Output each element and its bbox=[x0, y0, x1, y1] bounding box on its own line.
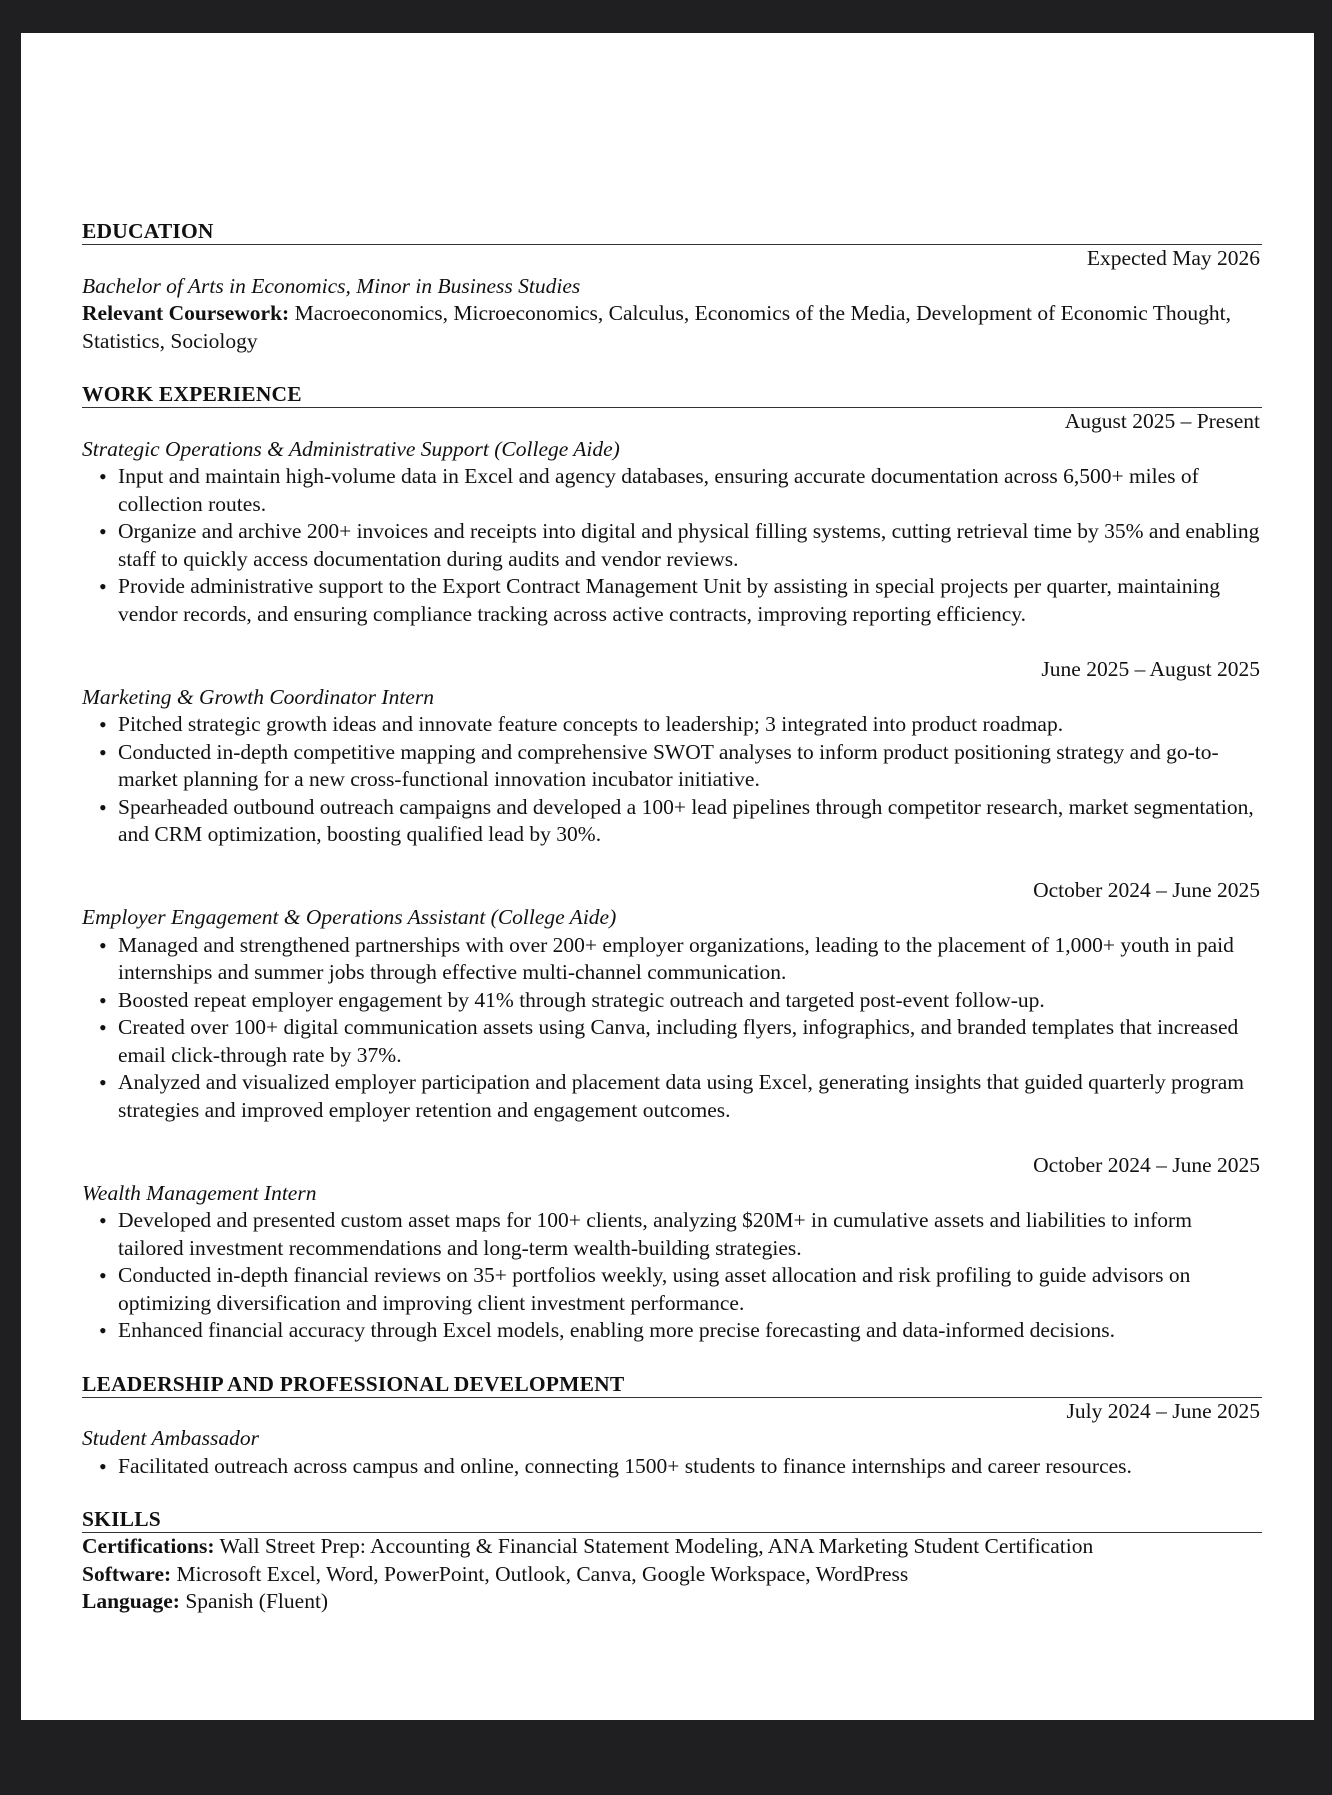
leadership-role: Student Ambassador bbox=[82, 1426, 259, 1450]
job-date: October 2024 – June 2025 bbox=[1033, 877, 1260, 902]
job-entry bbox=[82, 1152, 1262, 1345]
job-entry bbox=[82, 656, 1262, 849]
education-date: Expected May 2026 bbox=[1086, 246, 1260, 270]
job-role: Employer Engagement & Operations Assistant (College Aide) bbox=[82, 905, 617, 929]
bullet-item: • Input and maintain high-volume data in Excel and agency databases, ensuring accurate documentation across 6,500+ miles of collection routes. bbox=[82, 463, 1262, 518]
job-bullets bbox=[82, 1207, 1262, 1345]
software-line bbox=[82, 1561, 1262, 1589]
resume-page bbox=[21, 33, 1314, 1720]
job-date: August 2025 – Present bbox=[1064, 409, 1260, 433]
job-bullets bbox=[82, 711, 1262, 849]
language-label: Language: bbox=[82, 1589, 180, 1613]
bullet-item: • Provide administrative support to the Export Contract Management Unit by assisting in special projects per quarter, maintaining vendor records, and ensuring compliance tracking across active contracts, improving reporting efficiency. bbox=[82, 573, 1262, 628]
certifications-line bbox=[82, 1533, 1262, 1561]
certifications-label: Certifications: bbox=[82, 1534, 215, 1558]
resume-content bbox=[82, 218, 1262, 1616]
bullet-item: • Conducted in-depth competitive mapping and comprehensive SWOT analyses to inform product positioning strategy and go-to-market planning for a new cross-functional innovation incubator initiative. bbox=[82, 739, 1262, 794]
job-entry bbox=[82, 408, 1262, 628]
degree: Bachelor of Arts in Economics, Minor in Business Studies bbox=[82, 273, 581, 298]
bullet-item: • Created over 100+ digital communication assets using Canva, including flyers, infographics, and branded templates that increased email click-through rate by 37%. bbox=[82, 1014, 1262, 1069]
bullet-item: • Managed and strengthened partnerships with over 200+ employer organizations, leading to the placement of 1,000+ youth in paid internships and summer jobs through effective multi-channel communication. bbox=[82, 932, 1262, 987]
job-role: Strategic Operations & Administrative Support (College Aide) bbox=[82, 436, 620, 461]
job-role: Marketing & Growth Coordinator Intern bbox=[82, 684, 434, 709]
bullet-item: • Enhanced financial accuracy through Excel models, enabling more precise forecasting and data-informed decisions. bbox=[82, 1317, 1262, 1345]
job-bullets bbox=[82, 932, 1262, 1125]
bullet-item: • Analyzed and visualized employer participation and placement data using Excel, generating insights that guided quarterly program strategies and improved employer retention and engagement outcomes. bbox=[82, 1069, 1262, 1124]
leadership-date: July 2024 – June 2025 bbox=[1066, 1398, 1260, 1423]
job-role: Wealth Management Intern bbox=[82, 1180, 317, 1205]
bullet-item: • Spearheaded outbound outreach campaigns and developed a 100+ lead pipelines through competitor research, market segmentation, and CRM optimization, boosting qualified lead by 30%. bbox=[82, 794, 1262, 849]
coursework-text: Macroeconomics, Microeconomics, Calculus, Economics of the Media, Development of Economic Thought, Statistics, Sociology bbox=[82, 301, 1231, 353]
education-heading: EDUCATION bbox=[82, 218, 1262, 245]
language-text: Spanish (Fluent) bbox=[185, 1589, 329, 1613]
language-line bbox=[82, 1588, 1262, 1616]
bullet-item: • Facilitated outreach across campus and online, connecting 1500+ students to finance internships and career resources. bbox=[82, 1453, 1262, 1481]
skills-heading: SKILLS bbox=[82, 1506, 1262, 1533]
bullet-item: • Boosted repeat employer engagement by 41% through strategic outreach and targeted post-event follow-up. bbox=[82, 987, 1262, 1015]
job-bullets bbox=[82, 463, 1262, 628]
leadership-heading: LEADERSHIP AND PROFESSIONAL DEVELOPMENT bbox=[82, 1371, 1262, 1398]
leadership-bullets bbox=[82, 1453, 1262, 1481]
bullet-item: • Developed and presented custom asset maps for 100+ clients, analyzing $20M+ in cumulative assets and liabilities to inform tailored investment recommendations and long-term wealth-building strategies. bbox=[82, 1207, 1262, 1262]
bullet-item: • Pitched strategic growth ideas and innovate feature concepts to leadership; 3 integrated into product roadmap. bbox=[82, 711, 1262, 739]
coursework-label: Relevant Coursework: bbox=[82, 301, 290, 325]
job-date: October 2024 – June 2025 bbox=[1033, 1153, 1260, 1177]
certifications-text: Wall Street Prep: Accounting & Financial Statement Modeling, ANA Marketing Student Certification bbox=[219, 1534, 1094, 1558]
bullet-item: • Conducted in-depth financial reviews on 35+ portfolios weekly, using asset allocation and risk profiling to guide advisors on optimizing diversification and improving client investment performance. bbox=[82, 1262, 1262, 1317]
coursework-line bbox=[82, 300, 1262, 355]
software-label: Software: bbox=[82, 1561, 172, 1586]
job-date: June 2025 – August 2025 bbox=[1041, 657, 1260, 681]
software-text: Microsoft Excel, Word, PowerPoint, Outlook, Canva, Google Workspace, WordPress bbox=[176, 1561, 909, 1586]
bullet-item: • Organize and archive 200+ invoices and receipts into digital and physical filling systems, cutting retrieval time by 35% and enabling staff to quickly access documentation during audits and vendor reviews. bbox=[82, 518, 1262, 573]
work-experience-heading: WORK EXPERIENCE bbox=[82, 381, 1262, 408]
job-entry bbox=[82, 877, 1262, 1125]
